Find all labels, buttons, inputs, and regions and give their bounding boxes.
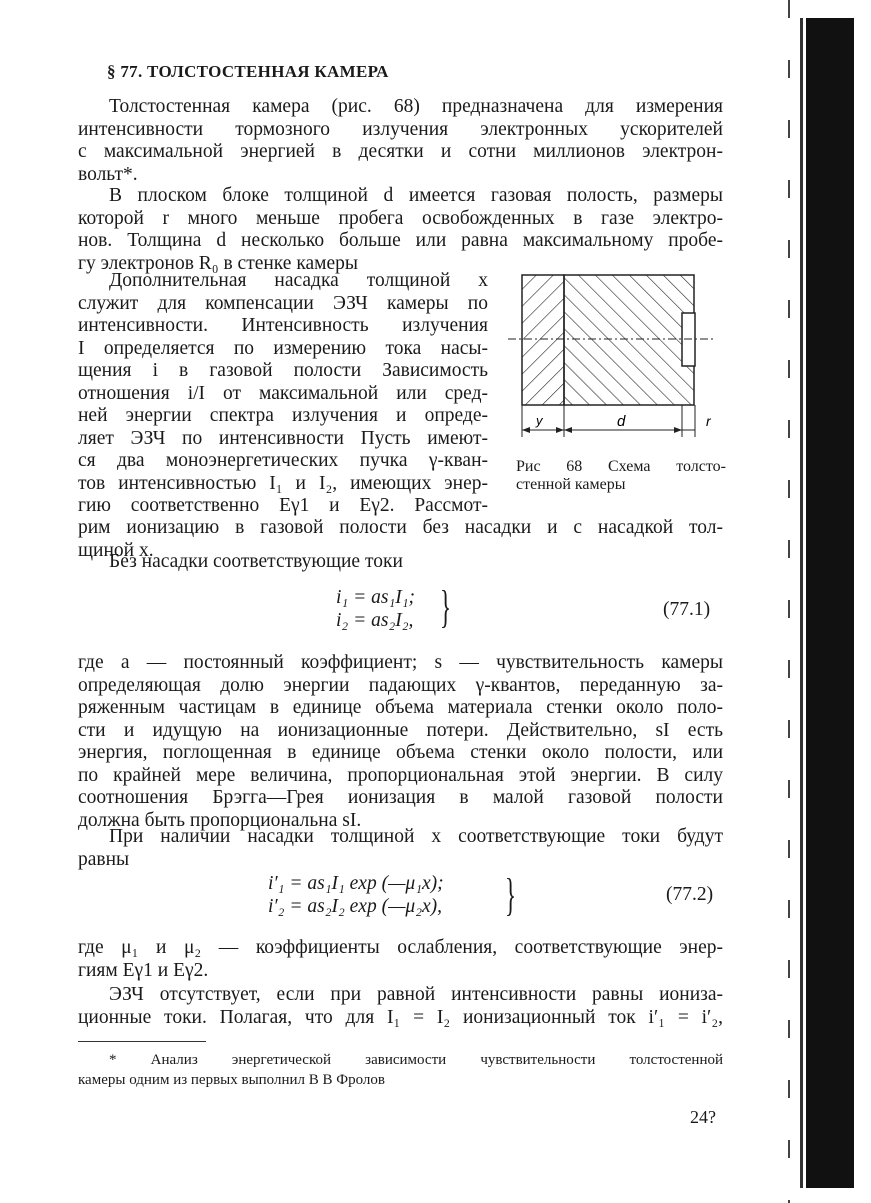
scan-edge-marks xyxy=(788,0,790,1203)
paragraph-2: В плоском блоке толщиной d имеется газовая полость, размеры которой r много меньше пробега освобожденных в газе электро- нов. Толщина d несколько больше или равна максимальному пробе- гу электронов R₀ в стенке камеры xyxy=(78,185,723,274)
equation-brace-1: } xyxy=(440,581,452,632)
equation-77-1: i₁ = as₁I₁; i₂ = as₂I₂, xyxy=(336,587,415,631)
paragraph-6: При наличии насадки толщиной x соответствующие токи будут равны xyxy=(78,826,723,870)
section-heading: § 77. ТОЛСТОСТЕННАЯ КАМЕРА xyxy=(107,62,389,81)
equation-number-77-2: (77.2) xyxy=(666,884,714,905)
scan-edge-shadow xyxy=(806,18,854,1188)
figure-label-d: d xyxy=(617,413,626,430)
paragraph-7: где μ₁ и μ₂ — коэффициенты ослабления, соответствующие энер- гиям Eγ1 и Eγ2. xyxy=(78,937,723,981)
figure-label-r: r xyxy=(706,413,711,429)
figure-68-chamber-diagram xyxy=(506,271,726,446)
footnote: * Анализ энергетической зависимости чувствительности толстостенной камеры одним из первых выполнил В В Фролов xyxy=(78,1052,723,1088)
scan-edge-line xyxy=(800,18,803,1188)
paragraph-3-tail: рим ионизацию в газовой полости без насадки и с насадкой тол- щиной x. xyxy=(78,517,723,561)
equation-brace-2: } xyxy=(505,869,517,920)
paragraph-1: Толстостенная камера (рис. 68) предназначена для измерения интенсивности тормозного излучения электронных ускорителей с максимальной энергией в десятки и сотни миллионов электрон- вольт*. xyxy=(78,96,723,185)
figure-caption: Рис 68 Схема толсто- стенной камеры xyxy=(516,458,726,493)
paragraph-5: где a — постоянный коэффициент; s — чувствительность камеры определяющая долю энергии падающих γ-квантов, переданную за- ряженным частицам в единице объема материала стенки около поло- сти и идущую на ионизационные потери. Действительно, sI есть энергия, поглощенная в единице объема стенки около полости, или по крайней мере величина, пропорциональная этой энергии. В силу соотношения Брэгга—Грея ионизация в малой газовой полости должна быть пропорциональна sI. xyxy=(78,652,723,831)
equation-number-77-1: (77.1) xyxy=(663,599,711,620)
figure-label-y: y xyxy=(536,413,543,428)
equation-77-2: i′₁ = as₁I₁ exp (—μ₁x); i′₂ = as₂I₂ exp (—μ₂x), xyxy=(268,873,444,917)
page-number: 24? xyxy=(690,1107,716,1127)
paragraph-4: Без насадки соответствующие токи xyxy=(109,551,403,572)
paragraph-8: ЭЗЧ отсутствует, если при равной интенсивности равны иониза- ционные токи. Полагая, что для I₁ = I₂ ионизационный ток i′₁ = i′₂, xyxy=(78,984,723,1028)
paragraph-3: Дополнительная насадка толщиной x служит для компенсации ЭЗЧ камеры по интенсивности. Интенсивность излучения I определяется по измерению тока насы- щения i в газовой полости Зависимость отношения i/I от максимальной или сред- ней энергии спектра излучения и опреде- ляет ЭЗЧ по интенсивности Пусть имеют- ся два моноэнергетических пучка γ-кван- тов интенсивностью I₁ и I₂, имеющих энер- гию соответственно Eγ1 и Eγ2. Рассмот- xyxy=(78,270,488,516)
footnote-rule xyxy=(78,1041,206,1042)
